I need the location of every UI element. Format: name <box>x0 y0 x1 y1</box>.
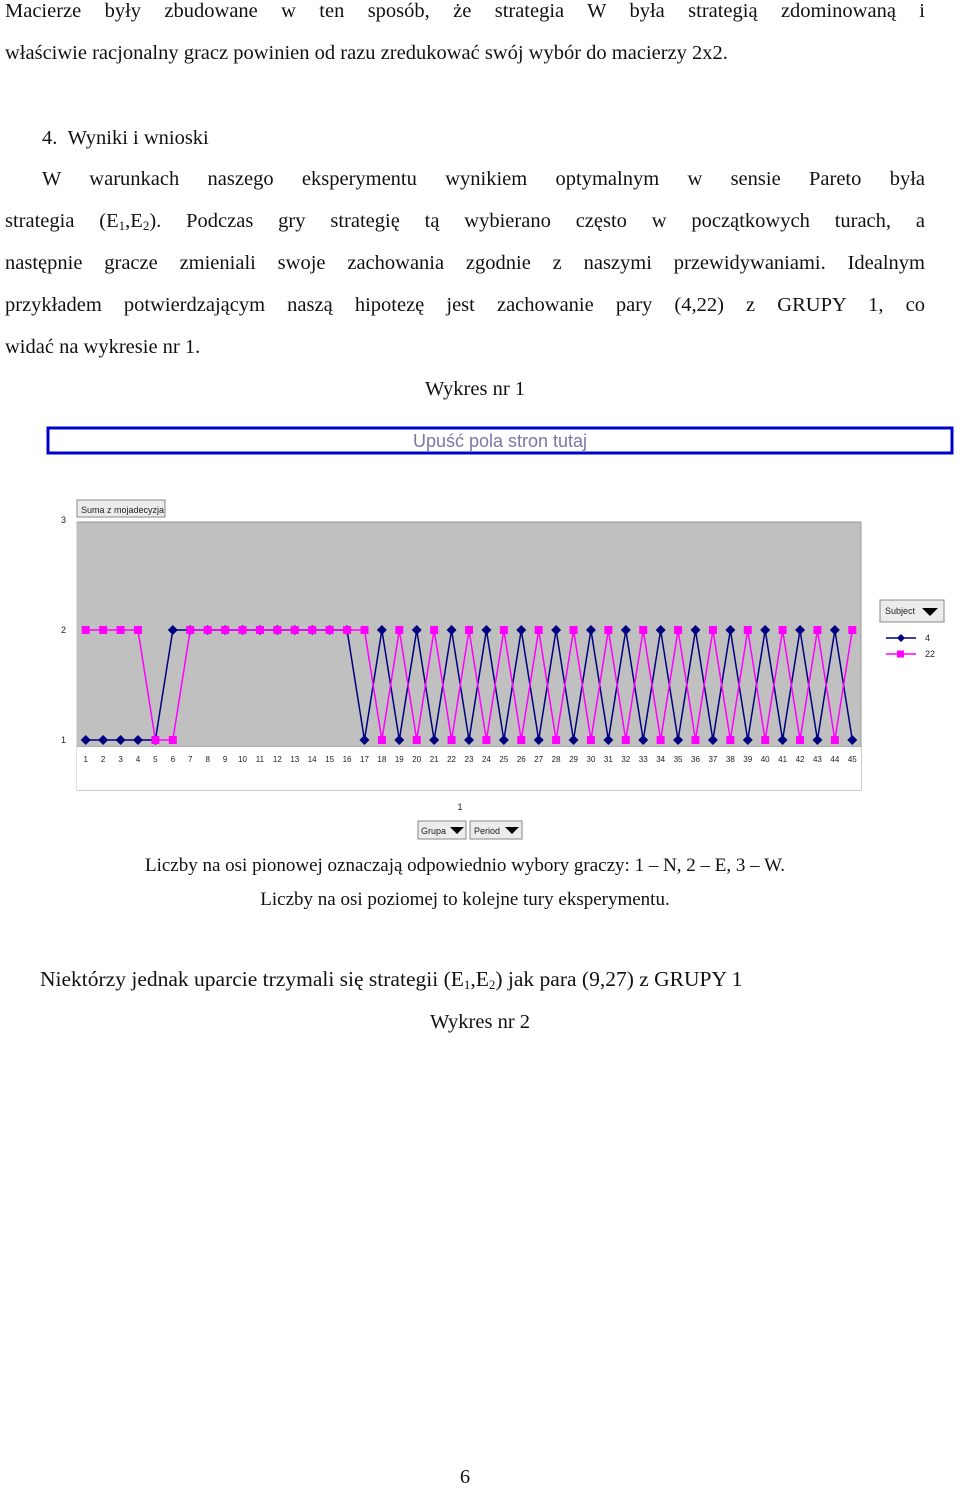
data-point <box>587 736 595 744</box>
legend-marker <box>897 651 904 658</box>
data-point <box>239 626 247 634</box>
section-heading <box>42 117 960 159</box>
row-field-label: Period <box>474 826 501 836</box>
page-number: 6 <box>459 1466 471 1488</box>
x-tick-label: 37 <box>708 755 718 764</box>
data-point <box>691 736 699 744</box>
x-tick-label: 20 <box>412 755 422 764</box>
x-tick-label: 41 <box>778 755 788 764</box>
data-point <box>99 626 107 634</box>
data-point <box>517 736 525 744</box>
x-tick-label: 31 <box>603 755 613 764</box>
x-tick-label: 33 <box>638 755 648 764</box>
figure-title: Wykres nr 1 <box>424 378 526 400</box>
section-title: Wyniki i wnioski <box>67 127 209 149</box>
x-tick-label: 23 <box>464 755 474 764</box>
data-point <box>151 736 159 744</box>
x-tick-label: 42 <box>795 755 805 764</box>
x-tick-label: 8 <box>205 755 210 764</box>
paragraph-line: przykładem potwierdzającym naszą hipotezę jest zachowanie pary (4,22) z GRUPY 1, co <box>5 294 925 316</box>
data-point <box>622 736 630 744</box>
data-point <box>82 626 90 634</box>
x-tick-label: 14 <box>307 755 317 764</box>
x-tick-label: 36 <box>691 755 700 764</box>
row-field-label: Grupa <box>421 826 447 836</box>
data-point <box>169 736 177 744</box>
x-tick-label: 34 <box>656 755 666 764</box>
data-point <box>570 626 578 634</box>
data-point <box>465 626 473 634</box>
data-point <box>761 736 769 744</box>
x-tick-label: 28 <box>551 755 561 764</box>
x-tick-label: 30 <box>586 755 596 764</box>
x-tick-label: 11 <box>255 755 265 764</box>
x-tick-label: 45 <box>847 755 857 764</box>
x-tick-label: 18 <box>377 755 387 764</box>
data-point <box>308 626 316 634</box>
x-tick-label: 16 <box>342 755 352 764</box>
data-point <box>552 736 560 744</box>
data-point <box>326 626 334 634</box>
data-point <box>744 626 752 634</box>
x-tick-label: 43 <box>812 755 822 764</box>
paragraph-line: właściwie racjonalny gracz powinien od razu zredukować swój wybór do macierzy 2x2. <box>5 42 728 64</box>
figure-caption: Liczby na osi pionowej oznaczają odpowiednio wybory graczy: 1 – N, 2 – E, 3 – W. <box>144 855 786 876</box>
figure-title: Wykres nr 2 <box>429 1011 531 1033</box>
data-point <box>848 626 856 634</box>
data-point <box>674 626 682 634</box>
x-tick-label: 7 <box>188 755 193 764</box>
x-tick-label: 19 <box>394 755 404 764</box>
x-tick-label: 17 <box>360 755 369 764</box>
x-tick-label: 1 <box>83 755 88 764</box>
x-tick-label: 40 <box>760 755 770 764</box>
figure-caption: Liczby na osi poziomej to kolejne tury eksperymentu. <box>260 889 670 910</box>
data-point <box>639 626 647 634</box>
paragraph-line: Macierze były zbudowane w ten sposób, że strategia W była strategią zdominowaną i <box>5 0 925 22</box>
x-tick-label: 3 <box>118 755 123 764</box>
y-tick-label: 3 <box>60 515 66 525</box>
legend <box>886 633 935 659</box>
paragraph-line: strategia $(E_1,E_2)$. Podczas gry strategię tą wybierano często w początkowych turach, a <box>5 210 925 233</box>
y-tick-label: 2 <box>60 625 66 635</box>
x-tick-label: 24 <box>481 755 491 764</box>
x-tick-label: 2 <box>100 755 106 764</box>
data-point <box>482 736 490 744</box>
legend-label: 4 <box>925 633 931 643</box>
data-point <box>204 626 212 634</box>
section-number: 4. <box>42 127 58 149</box>
data-point <box>395 626 403 634</box>
x-tick-label: 25 <box>499 755 509 764</box>
x-tick-label: 39 <box>743 755 753 764</box>
data-point <box>186 626 194 634</box>
data-point <box>709 626 717 634</box>
x-tick-label: 10 <box>238 755 247 764</box>
data-point <box>221 626 229 634</box>
data-point <box>535 626 543 634</box>
x-tick-label: 32 <box>621 755 631 764</box>
paragraph-line: następnie gracze zmieniali swoje zachowania zgodnie z naszymi przewidywaniami. Idealnym <box>5 252 925 274</box>
x-tick-label: 13 <box>290 755 300 764</box>
x-tick-label: 6 <box>170 755 176 764</box>
x-axis <box>77 747 861 790</box>
data-point <box>343 626 351 634</box>
x-tick-label: 29 <box>569 755 578 764</box>
x-tick-label: 15 <box>325 755 335 764</box>
drop-zone-label: Upuść pola stron tutaj <box>412 431 588 451</box>
y-tick-label: 1 <box>60 735 66 745</box>
x-tick-label: 44 <box>830 755 840 764</box>
x-tick-label: 5 <box>153 755 158 764</box>
data-point <box>796 736 804 744</box>
data-point <box>134 626 142 634</box>
data-point <box>726 736 734 744</box>
data-point <box>448 736 456 744</box>
data-field-label: Suma z mojadecyzja <box>81 505 165 515</box>
legend-field-label: Subject <box>885 606 916 616</box>
data-point <box>360 626 368 634</box>
x-group-label: 1 <box>457 802 463 812</box>
data-point <box>657 736 665 744</box>
paragraph-line: W warunkach naszego eksperymentu wynikiem optymalnym w sensie Pareto była <box>42 168 925 190</box>
legend-marker <box>897 634 905 642</box>
data-point <box>831 736 839 744</box>
data-point <box>500 626 508 634</box>
y-axis <box>61 515 66 745</box>
x-axis-label-band <box>77 747 861 790</box>
data-point <box>413 736 421 744</box>
data-point <box>273 626 281 634</box>
x-tick-label: 26 <box>516 755 526 764</box>
data-point <box>378 736 386 744</box>
paragraph-line: Niektórzy jednak uparcie trzymali się strategii $(E_1,E_2)$ jak para (9,27) z GRUPY 1 <box>40 967 743 992</box>
x-tick-label: 22 <box>447 755 457 764</box>
x-tick-label: 9 <box>222 755 228 764</box>
data-point <box>117 626 125 634</box>
data-point <box>256 626 264 634</box>
x-tick-label: 35 <box>673 755 683 764</box>
data-point <box>813 626 821 634</box>
data-point <box>779 626 787 634</box>
paragraph-line: widać na wykresie nr 1. <box>5 336 201 358</box>
x-tick-label: 38 <box>725 755 735 764</box>
x-tick-label: 12 <box>272 755 282 764</box>
pivot-chart <box>0 420 960 860</box>
data-point <box>291 626 299 634</box>
x-tick-label: 21 <box>429 755 439 764</box>
x-tick-label: 27 <box>534 755 544 764</box>
data-point <box>430 626 438 634</box>
x-tick-label: 4 <box>135 755 141 764</box>
data-point <box>604 626 612 634</box>
legend-label: 22 <box>925 649 936 659</box>
